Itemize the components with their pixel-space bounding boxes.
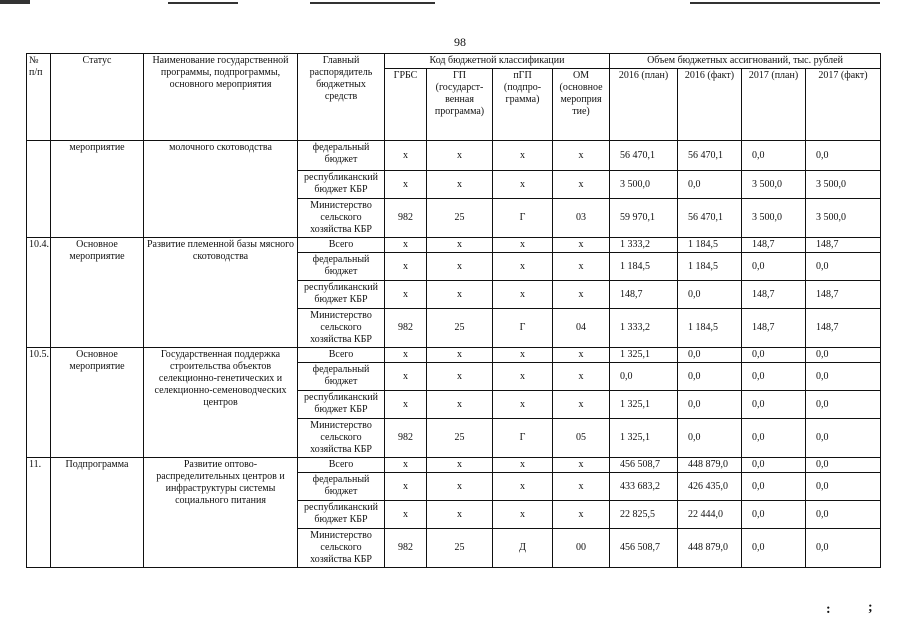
cell-2016-fact: 0,0 [678,419,742,458]
cell-pgp: х [493,473,553,501]
cell-2016-plan: 1 184,5 [610,253,678,281]
cell-2016-plan: 1 325,1 [610,419,678,458]
cell-2017-fact: 0,0 [806,501,881,529]
row-status: Подпрограмма [51,458,144,568]
cell-om: х [553,281,610,309]
cell-2016-plan: 148,7 [610,281,678,309]
scan-artifact-line [690,2,880,4]
cell-2017-plan: 0,0 [742,141,806,171]
cell-2016-fact: 56 470,1 [678,141,742,171]
cell-pgp: х [493,391,553,419]
cell-2016-plan: 0,0 [610,363,678,391]
cell-grbs: 982 [385,199,427,238]
cell-pgp: х [493,348,553,363]
cell-2016-plan: 56 470,1 [610,141,678,171]
cell-pgp: х [493,171,553,199]
cell-2017-plan: 148,7 [742,281,806,309]
cell-2016-plan: 1 325,1 [610,391,678,419]
cell-2017-fact: 0,0 [806,391,881,419]
row-funding-source: Всего [298,348,385,363]
cell-2017-fact: 0,0 [806,141,881,171]
cell-om: х [553,348,610,363]
cell-2017-fact: 148,7 [806,281,881,309]
header-2017-plan: 2017 (план) [742,69,806,141]
table-header [27,54,881,141]
cell-gp: х [427,458,493,473]
cell-grbs: х [385,171,427,199]
cell-2016-plan: 59 970,1 [610,199,678,238]
cell-om: х [553,363,610,391]
cell-2016-fact: 448 879,0 [678,458,742,473]
cell-2016-plan: 456 508,7 [610,529,678,568]
cell-om: х [553,171,610,199]
header-om: ОМ (основное мероприя тие) [553,69,610,141]
cell-2017-fact: 0,0 [806,473,881,501]
cell-2017-fact: 148,7 [806,238,881,253]
cell-pgp: х [493,141,553,171]
cell-2017-fact: 3 500,0 [806,171,881,199]
cell-2017-plan: 0,0 [742,363,806,391]
table-row [27,348,881,363]
cell-2016-plan: 22 825,5 [610,501,678,529]
cell-2016-fact: 426 435,0 [678,473,742,501]
header-name: Наименование государственной программы, подпрограммы, основного мероприятия [144,54,298,141]
cell-gp: х [427,253,493,281]
cell-2016-fact: 0,0 [678,391,742,419]
cell-grbs: х [385,458,427,473]
cell-2016-fact: 0,0 [678,348,742,363]
row-funding-source: Министерство сельского хозяйства КБР [298,529,385,568]
row-number: 10.5. [27,348,51,458]
page-number: 98 [454,35,466,49]
row-funding-source: республиканский бюджет КБР [298,501,385,529]
row-number: 10.4. [27,238,51,348]
row-funding-source: республиканский бюджет КБР [298,391,385,419]
cell-2016-fact: 1 184,5 [678,238,742,253]
cell-2016-plan: 3 500,0 [610,171,678,199]
row-funding-source: Министерство сельского хозяйства КБР [298,199,385,238]
row-funding-source: федеральный бюджет [298,141,385,171]
cell-pgp: Г [493,199,553,238]
scan-artifact-mark: : [826,602,831,617]
cell-om: 03 [553,199,610,238]
row-funding-source: Министерство сельского хозяйства КБР [298,309,385,348]
cell-om: х [553,501,610,529]
table-row [27,238,881,253]
cell-pgp: Д [493,529,553,568]
header-status: Статус [51,54,144,141]
header-gp: ГП (государст-венная программа) [427,69,493,141]
row-status: Основное мероприятие [51,238,144,348]
scan-artifact-line [310,2,435,4]
cell-grbs: х [385,391,427,419]
row-number: 11. [27,458,51,568]
cell-gp: х [427,281,493,309]
cell-om: х [553,473,610,501]
cell-gp: 25 [427,529,493,568]
row-funding-source: федеральный бюджет [298,363,385,391]
scan-artifact-line [168,2,238,4]
cell-grbs: х [385,281,427,309]
budget-allocation-table [26,53,881,568]
header-num: № п/п [27,54,51,141]
cell-gp: х [427,171,493,199]
cell-gp: х [427,238,493,253]
cell-grbs: х [385,238,427,253]
cell-2016-fact: 0,0 [678,281,742,309]
cell-gp: 25 [427,309,493,348]
cell-om: х [553,141,610,171]
cell-grbs: х [385,141,427,171]
cell-2016-fact: 448 879,0 [678,529,742,568]
cell-pgp: х [493,501,553,529]
cell-2016-fact: 0,0 [678,363,742,391]
header-pgp: пГП (подпро-грамма) [493,69,553,141]
row-status: Основное мероприятие [51,348,144,458]
cell-2017-plan: 148,7 [742,309,806,348]
cell-gp: 25 [427,419,493,458]
row-name: Развитие оптово-распределительных центров и инфраструктуры системы социального питания [144,458,298,568]
cell-grbs: х [385,363,427,391]
cell-gp: х [427,363,493,391]
cell-2017-fact: 0,0 [806,419,881,458]
row-number [27,141,51,238]
cell-2017-fact: 0,0 [806,458,881,473]
cell-grbs: 982 [385,529,427,568]
cell-om: х [553,253,610,281]
header-manager: Главный распорядитель бюджетных средств [298,54,385,141]
cell-pgp: х [493,253,553,281]
cell-om: х [553,458,610,473]
cell-grbs: х [385,253,427,281]
cell-pgp: х [493,238,553,253]
cell-2016-fact: 1 184,5 [678,309,742,348]
cell-2016-fact: 1 184,5 [678,253,742,281]
header-grbs: ГРБС [385,69,427,141]
cell-gp: 25 [427,199,493,238]
cell-pgp: х [493,281,553,309]
cell-2017-plan: 0,0 [742,253,806,281]
row-name: молочного скотоводства [144,141,298,238]
cell-om: х [553,238,610,253]
cell-pgp: Г [493,419,553,458]
cell-2016-plan: 456 508,7 [610,458,678,473]
table-row [27,458,881,473]
cell-om: 05 [553,419,610,458]
cell-2017-plan: 0,0 [742,348,806,363]
cell-2017-plan: 0,0 [742,473,806,501]
cell-2016-fact: 0,0 [678,171,742,199]
cell-pgp: Г [493,309,553,348]
cell-grbs: 982 [385,419,427,458]
table-row [27,141,881,171]
cell-om: 00 [553,529,610,568]
row-funding-source: Министерство сельского хозяйства КБР [298,419,385,458]
header-budget-code: Код бюджетной классификации [385,54,610,69]
header-volume: Объем бюджетных ассигнований, тыс. рублей [610,54,881,69]
cell-om: х [553,391,610,419]
cell-2016-fact: 56 470,1 [678,199,742,238]
row-funding-source: республиканский бюджет КБР [298,171,385,199]
cell-2017-fact: 0,0 [806,529,881,568]
row-funding-source: Всего [298,458,385,473]
cell-grbs: х [385,473,427,501]
cell-2017-fact: 148,7 [806,309,881,348]
cell-2017-fact: 0,0 [806,363,881,391]
cell-grbs: х [385,501,427,529]
cell-2016-plan: 1 333,2 [610,238,678,253]
cell-pgp: х [493,363,553,391]
cell-grbs: 982 [385,309,427,348]
cell-2017-plan: 148,7 [742,238,806,253]
cell-2016-plan: 1 333,2 [610,309,678,348]
row-funding-source: Всего [298,238,385,253]
row-funding-source: федеральный бюджет [298,253,385,281]
cell-gp: х [427,501,493,529]
row-status: мероприятие [51,141,144,238]
cell-2017-plan: 0,0 [742,501,806,529]
row-funding-source: федеральный бюджет [298,473,385,501]
cell-2017-fact: 3 500,0 [806,199,881,238]
cell-2017-plan: 3 500,0 [742,171,806,199]
cell-2017-plan: 0,0 [742,391,806,419]
cell-2017-plan: 0,0 [742,419,806,458]
cell-om: 04 [553,309,610,348]
cell-gp: х [427,348,493,363]
cell-2017-fact: 0,0 [806,348,881,363]
cell-2016-plan: 433 683,2 [610,473,678,501]
cell-gp: х [427,391,493,419]
header-2017-fact: 2017 (факт) [806,69,881,141]
cell-2017-fact: 0,0 [806,253,881,281]
scan-artifact-line [0,0,30,4]
table-body [27,141,881,568]
cell-2017-plan: 0,0 [742,458,806,473]
cell-pgp: х [493,458,553,473]
cell-gp: х [427,473,493,501]
cell-2017-plan: 3 500,0 [742,199,806,238]
cell-2016-fact: 22 444,0 [678,501,742,529]
row-name: Развитие племенной базы мясного скотоводства [144,238,298,348]
header-2016-plan: 2016 (план) [610,69,678,141]
row-funding-source: республиканский бюджет КБР [298,281,385,309]
row-name: Государственная поддержка строительства объектов селекционно-генетических и селекционно-семеноводческих центров [144,348,298,458]
scan-artifact-mark: ; [868,600,873,615]
cell-gp: х [427,141,493,171]
header-2016-fact: 2016 (факт) [678,69,742,141]
cell-2016-plan: 1 325,1 [610,348,678,363]
cell-2017-plan: 0,0 [742,529,806,568]
cell-grbs: х [385,348,427,363]
